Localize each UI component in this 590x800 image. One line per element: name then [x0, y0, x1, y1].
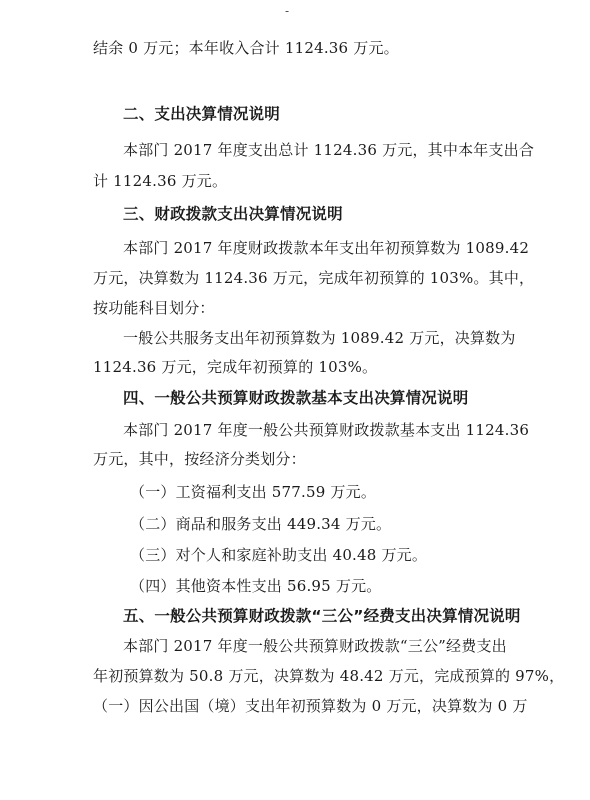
paragraph-line: 一般公共服务支出年初预算数为 1089.42 万元，决算数为: [123, 329, 516, 347]
list-item: （二）商品和服务支出 449.34 万元。: [130, 515, 392, 533]
paragraph-line: 万元，其中，按经济分类划分：: [93, 450, 306, 468]
paragraph-line: 结余 0 万元；本年收入合计 1124.36 万元。: [93, 39, 399, 57]
paragraph-line: 1124.36 万元，完成年初预算的 103%。: [93, 358, 378, 376]
section-heading-4: 四、一般公共预算财政拨款基本支出决算情况说明: [123, 389, 469, 407]
paragraph-line: 本部门 2017 年度财政拨款本年支出年初预算数为 1089.42: [123, 239, 530, 257]
section-heading-2: 二、支出决算情况说明: [123, 105, 281, 123]
paragraph-line: 本部门 2017 年度支出总计 1124.36 万元，其中本年支出合: [123, 141, 535, 159]
paragraph-line: 按功能科目划分：: [93, 299, 215, 317]
list-item: （一）工资福利支出 577.59 万元。: [130, 483, 377, 501]
paragraph-line: （一）因公出国（境）支出年初预算数为 0 万元，决算数为 0 万: [93, 697, 528, 715]
paragraph-line: 计 1124.36 万元。: [93, 172, 228, 190]
list-item: （四）其他资本性支出 56.95 万元。: [130, 577, 382, 595]
paragraph-line: 本部门 2017 年度一般公共预算财政拨款基本支出 1124.36: [123, 421, 530, 439]
section-heading-5: 五、一般公共预算财政拨款“三公”经费支出决算情况说明: [123, 607, 521, 625]
paragraph-line: 本部门 2017 年度一般公共预算财政拨款“三公”经费支出: [123, 637, 507, 655]
list-item: （三）对个人和家庭补助支出 40.48 万元。: [130, 546, 428, 564]
paragraph-line: 年初预算数为 50.8 万元，决算数为 48.42 万元，完成预算的 97%，: [93, 667, 565, 685]
section-heading-3: 三、财政拨款支出决算情况说明: [123, 205, 343, 223]
page-top-mark: -: [285, 4, 290, 18]
paragraph-line: 万元，决算数为 1124.36 万元，完成年初预算的 103%。其中，: [93, 269, 535, 287]
